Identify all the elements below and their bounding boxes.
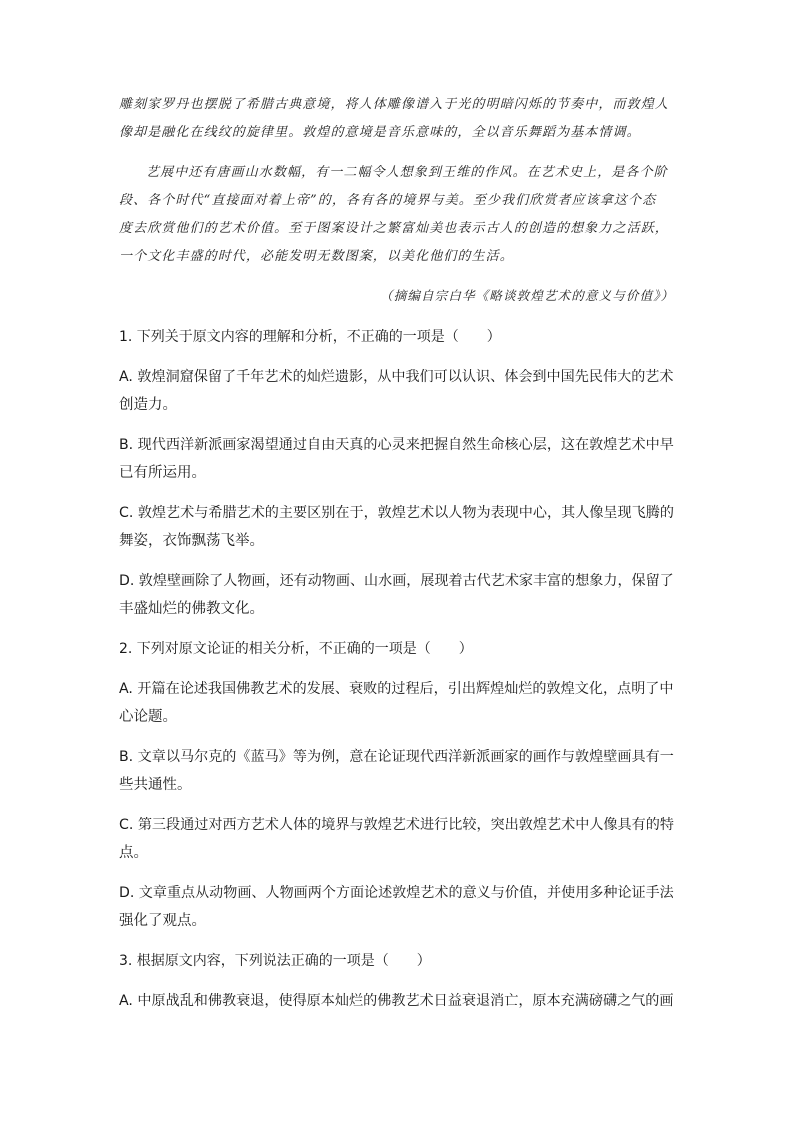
q2-option-b-line1: B. 文章以马尔克的《蓝马》等为例，意在论证现代西洋新派画家的画作与敦煌壁画具有一 xyxy=(119,749,674,765)
passage-p2-line3: 度去欣赏他们的艺术价值。至于图案设计之繁富灿美也表示古人的创造的想象力之活跃， xyxy=(119,221,669,236)
q2-option-b-line2: 些共通性。 xyxy=(119,777,192,793)
passage-p1-line2: 像却是融化在线纹的旋律里。敦煌的意境是音乐意味的，全以音乐舞蹈为基本情调。 xyxy=(119,125,641,140)
q3-option-a-line1: A. 中原战乱和佛教衰退，使得原本灿烂的佛教艺术日益衰退消亡，原本充满磅礴之气的画 xyxy=(119,993,674,1009)
q2-option-c-line2: 点。 xyxy=(119,845,148,861)
q2-option-d-line1: D. 文章重点从动物画、人物画两个方面论述敦煌艺术的意义与价值，并使用多种论证手法 xyxy=(119,885,674,901)
passage-p2-line1: 艺展中还有唐画山水数幅，有一二幅令人想象到王维的作风。在艺术史上，是各个阶 xyxy=(146,165,668,180)
q1-option-a-line2: 创造力。 xyxy=(119,397,177,413)
q3-stem: 3. 根据原文内容，下列说法正确的一项是（ ） xyxy=(119,953,431,969)
q1-option-c-line2: 舞姿，衣饰飘荡飞举。 xyxy=(119,533,264,549)
q2-option-a-line2: 心论题。 xyxy=(119,709,177,725)
q1-option-d-line1: D. 敦煌壁画除了人物画，还有动物画、山水画，展现着古代艺术家丰富的想象力，保留了 xyxy=(119,573,674,589)
q1-option-d-line2: 丰盛灿烂的佛教文化。 xyxy=(119,601,264,617)
q2-option-a-line1: A. 开篇在论述我国佛教艺术的发展、衰败的过程后，引出辉煌灿烂的敦煌文化，点明了中 xyxy=(119,681,674,697)
q2-stem: 2. 下列对原文论证的相关分析，不正确的一项是（ ） xyxy=(119,641,473,657)
passage-p2-line4: 一个文化丰盛的时代，必能发明无数图案，以美化他们的生活。 xyxy=(119,249,514,264)
q1-option-b-line2: 已有所运用。 xyxy=(119,465,206,481)
q2-option-c-line1: C. 第三段通过对西方艺术人体的境界与敦煌艺术进行比较，突出敦煌艺术中人像具有的特 xyxy=(119,817,674,833)
passage-p1-line1: 雕刻家罗丹也摆脱了希腊古典意境，将人体雕像谱入于光的明暗闪烁的节奏中，而敦煌人 xyxy=(119,97,669,112)
q1-option-b-line1: B. 现代西洋新派画家渴望通过自由天真的心灵来把握自然生命核心层，这在敦煌艺术中早 xyxy=(119,437,674,453)
q2-option-d-line2: 强化了观点。 xyxy=(119,913,206,929)
q1-option-c-line1: C. 敦煌艺术与希腊艺术的主要区别在于，敦煌艺术以人物为表现中心，其人像呈现飞腾的 xyxy=(119,505,674,521)
q1-stem: 1. 下列关于原文内容的理解和分析，不正确的一项是（ ） xyxy=(119,329,501,345)
passage-p2-line2: 段、各个时代“直接面对着上帝”的，各有各的境界与美。至少我们欣赏者应该拿这个态 xyxy=(119,193,657,208)
q1-option-a-line1: A. 敦煌洞窟保留了千年艺术的灿烂遗影，从中我们可以认识、体会到中国先民伟大的艺术 xyxy=(119,369,674,385)
passage-citation: （摘编自宗白华《略谈敦煌艺术的意义与价值》） xyxy=(380,288,675,303)
